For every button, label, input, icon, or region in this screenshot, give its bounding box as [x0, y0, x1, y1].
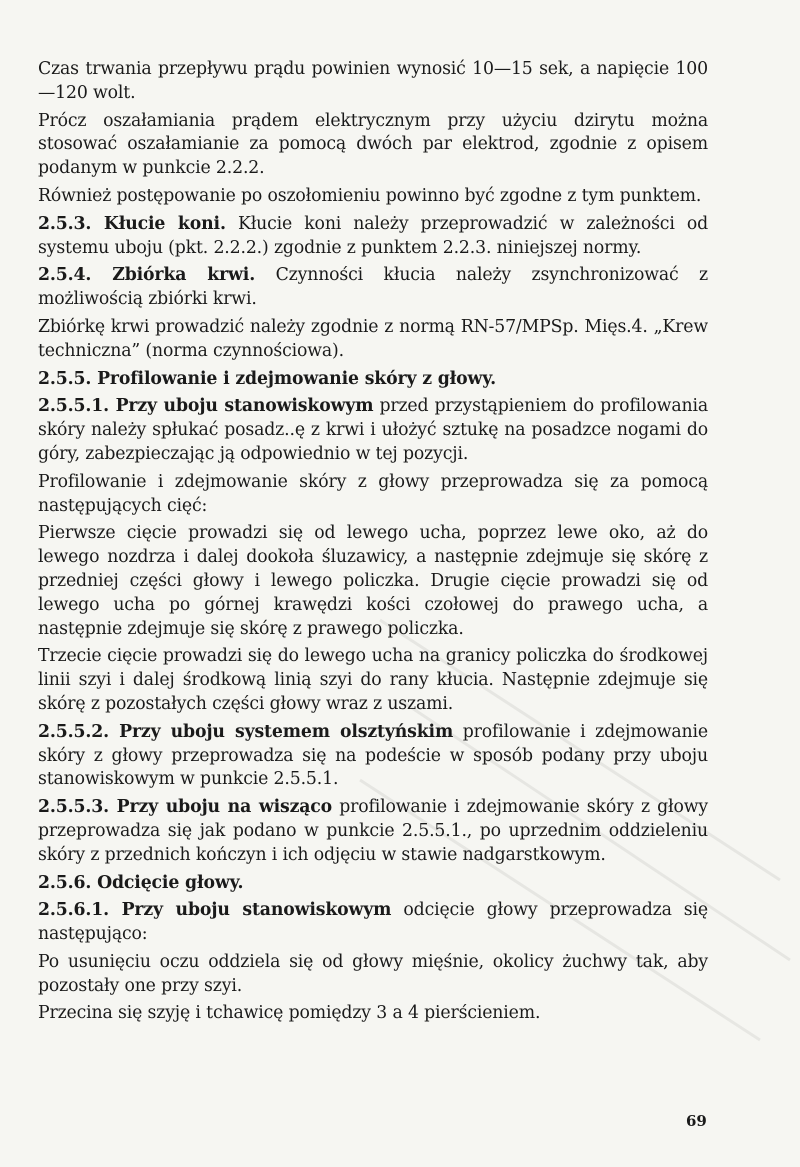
paragraph-text: Czas trwania przepływu prądu powinien wynosić 10—15 sek, a napięcie 100—120 wolt. [38, 59, 708, 103]
paragraph-text: Również postępowanie po oszołomieniu powinno być zgodne z tym punktem. [38, 185, 702, 206]
paragraph-text: Profilowanie i zdejmowanie skóry z głowy przeprowadza się za pomocą następujących cięć: [38, 471, 708, 516]
paragraph [38, 185, 708, 209]
paragraph-text: profilowanie i zdejmowanie skóry z głowy przeprowadza się jak podano w punkcie 2.5.5.1., po uprzednim oddzieleniu skóry z przednich kończyn i ich odjęciu w stawie nadgarstkowym. [38, 797, 708, 865]
paragraph [38, 951, 708, 999]
section-2-5-5-3 [38, 796, 708, 867]
section-2-5-4 [38, 264, 708, 312]
section-heading: 2.5.5.2. Przy uboju systemem olsztyńskim [38, 721, 454, 742]
section-heading: 2.5.3. Kłucie koni. [38, 213, 226, 234]
paragraph-text: Przecina się szyję i tchawicę pomiędzy 3 a 4 pierścieniem. [38, 1003, 541, 1024]
section-heading: 2.5.5. Profilowanie i zdejmowanie skóry z głowy. [38, 368, 497, 389]
section-2-5-5 [38, 368, 708, 392]
section-2-5-3 [38, 213, 708, 261]
paragraph-text: Czynności kłucia należy zsynchronizować z możliwością zbiórki krwi. [38, 265, 708, 310]
section-heading: 2.5.4. Zbiórka krwi. [38, 265, 256, 286]
paragraph [38, 1002, 708, 1026]
paragraph-text: odcięcie głowy przeprowadza się następująco: [38, 900, 708, 945]
paragraph-text: Kłucie koni należy przeprowadzić w zależności od systemu uboju (pkt. 2.2.2.) zgodnie z punktem 2.2.3. niniejszej normy. [38, 213, 708, 258]
paragraph [38, 316, 708, 364]
section-heading: 2.5.6.1. Przy uboju stanowiskowym [38, 900, 392, 921]
paragraph [38, 110, 708, 181]
section-2-5-5-1 [38, 395, 708, 466]
section-heading: 2.5.5.1. Przy uboju stanowiskowym [38, 396, 374, 417]
section-2-5-5-2 [38, 721, 708, 792]
paragraph-text: Po usunięciu oczu oddziela się od głowy mięśnie, okolicy żuchwy tak, aby pozostały one przy szyi. [38, 951, 708, 996]
paragraph-text: Trzecie cięcie prowadzi się do lewego ucha na granicy policzka do środkowej linii szyi i dalej środkową linią szyi do rany kłucia. Następnie zdejmuje się skórę z pozostałych części głowy wraz z uszami. [38, 646, 708, 714]
paragraph [38, 471, 708, 519]
section-2-5-6 [38, 872, 708, 896]
paragraph-text: profilowanie i zdejmowanie skóry z głowy przeprowadza się na podeście w sposób podany przy uboju stanowiskowym w punkcie 2.5.5.1. [38, 721, 708, 790]
section-heading: 2.5.6. Odcięcie głowy. [38, 872, 244, 893]
section-2-5-6-1 [38, 899, 708, 947]
paragraph-text: przed przystąpieniem do profilowania skóry należy spłukać posadz..ę z krwi i ułożyć sztukę na posadzce nogami do góry, zabezpieczając ją odpowiednio w tej pozycji. [38, 396, 708, 464]
paragraph-text: Pierwsze cięcie prowadzi się od lewego ucha, poprzez lewe oko, aż do lewego nozdrza i dalej dookoła śluzawicy, a następnie zdejmuje się skórę z przedniej części głowy i lewego policzka. Drugie cięcie prowadzi się od lewego ucha po górnej krawędzi kości czołowej do prawego ucha, a następnie zdejmuje się skórę z prawego policzka. [38, 523, 708, 639]
paragraph [38, 58, 708, 106]
paragraph [38, 522, 708, 641]
paragraph [38, 645, 708, 716]
paragraph-text: Prócz oszałamiania prądem elektrycznym przy użyciu dzirytu można stosować oszałamianie za pomocą dwóch par elektrod, zgodnie z opisem podanym w punkcie 2.2.2. [38, 110, 708, 179]
page-number: 69 [686, 1112, 707, 1130]
document-body [38, 58, 708, 1030]
paragraph-text: Zbiórkę krwi prowadzić należy zgodnie z normą RN-57/MPSp. Mięs.4. „Krew techniczna” (norma czynnościowa). [38, 316, 708, 361]
section-heading: 2.5.5.3. Przy uboju na wisząco [38, 797, 333, 818]
